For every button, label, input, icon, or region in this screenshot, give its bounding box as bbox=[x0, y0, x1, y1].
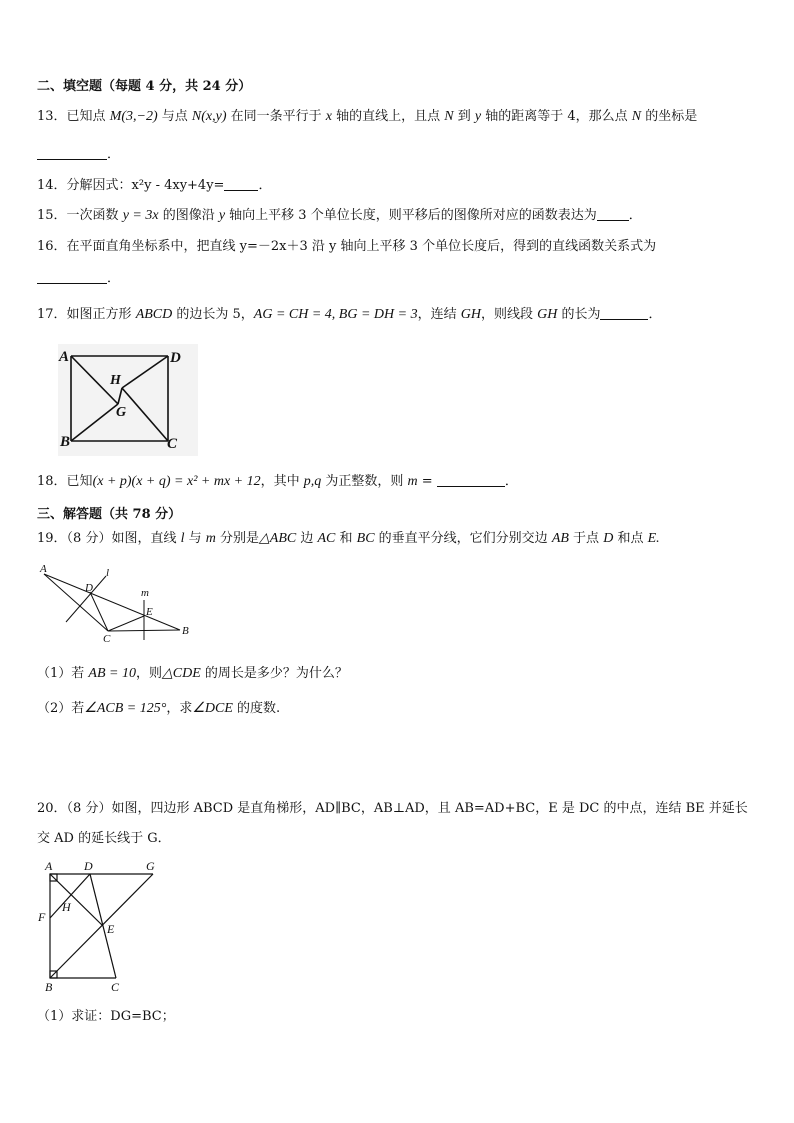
question-15 bbox=[37, 207, 642, 225]
math: l bbox=[180, 531, 185, 546]
text: 的周长是多少？为什么？ bbox=[200, 666, 348, 681]
math: (x,y) bbox=[201, 109, 227, 124]
math: AB bbox=[551, 531, 569, 546]
math: D bbox=[603, 531, 614, 546]
label-g: G bbox=[146, 859, 155, 873]
label-h: H bbox=[62, 900, 71, 914]
math: BC bbox=[356, 531, 375, 546]
segment-ac bbox=[44, 574, 108, 631]
text: ，其中 bbox=[260, 474, 304, 489]
figure-19-triangle bbox=[36, 560, 196, 652]
segment-ae bbox=[50, 874, 103, 926]
text: 为正整数，则 bbox=[321, 474, 408, 489]
math: N bbox=[191, 109, 202, 124]
math: m bbox=[205, 531, 216, 546]
math: y = 3x bbox=[122, 208, 159, 223]
text: 与点 bbox=[157, 109, 192, 124]
text: ，连结 bbox=[417, 307, 461, 322]
section-2-title: 二、填空题（每题 4 分，共 24 分） bbox=[37, 79, 252, 94]
question-13-answer-line bbox=[37, 146, 120, 164]
text: （1）求证：DG=BC； bbox=[37, 1009, 175, 1024]
label-g: G bbox=[116, 405, 127, 420]
question-17 bbox=[37, 306, 662, 324]
text: 轴向上平移 3 个单位长度，则平移后的图像所对应的函数表达为 bbox=[225, 208, 597, 223]
text: ． bbox=[504, 474, 518, 489]
math: (x + p)(x + q) = x² + mx + 12 bbox=[92, 474, 261, 489]
math: p,q bbox=[303, 474, 322, 489]
math: M bbox=[109, 109, 122, 124]
text: 于点 bbox=[568, 531, 604, 546]
question-number: 16． bbox=[37, 239, 67, 254]
math: GH bbox=[460, 307, 481, 322]
label-e: E bbox=[146, 606, 153, 618]
answer-blank[interactable] bbox=[224, 177, 258, 191]
math: △CDE bbox=[162, 666, 201, 681]
label-a: A bbox=[45, 859, 53, 873]
math: AC bbox=[317, 531, 336, 546]
text: ． bbox=[107, 147, 121, 162]
text: = bbox=[417, 474, 437, 489]
label-b: B bbox=[45, 980, 53, 994]
answer-blank[interactable] bbox=[597, 207, 629, 221]
text: ． bbox=[648, 307, 662, 322]
math: N bbox=[631, 109, 642, 124]
label-a: A bbox=[40, 563, 47, 575]
segment-dc bbox=[90, 592, 108, 631]
math: x bbox=[325, 109, 332, 124]
label-b: B bbox=[60, 434, 71, 450]
text: 在同一条平行于 bbox=[226, 109, 326, 124]
text: 若 bbox=[71, 701, 85, 716]
question-19-part-1 bbox=[37, 665, 348, 683]
math: (3,−2) bbox=[121, 109, 158, 124]
text: 边 bbox=[296, 531, 318, 546]
text: 如图，四边形 ABCD 是直角梯形，AD∥BC，AB⊥AD，且 AB=AD+BC，E 是 DC 的中点，连结 BE 并延长 bbox=[111, 801, 748, 816]
math: AG = CH = 4, BG = DH = 3 bbox=[253, 307, 418, 322]
question-16-answer-line bbox=[37, 270, 120, 288]
figure-20-trapezoid bbox=[36, 856, 166, 996]
label-l: l bbox=[106, 567, 110, 579]
text: ，则线段 bbox=[480, 307, 538, 322]
text: ． bbox=[107, 271, 121, 286]
label-a: A bbox=[59, 349, 70, 365]
answer-blank[interactable] bbox=[437, 473, 505, 487]
text: 轴的直线上，且点 bbox=[332, 109, 445, 124]
segment-ec bbox=[108, 616, 144, 631]
text: 分解因式：x²y - 4xy+4y= bbox=[66, 178, 225, 193]
part-number: （2） bbox=[37, 701, 72, 716]
text: 的长为 bbox=[557, 307, 601, 322]
answer-blank[interactable] bbox=[600, 306, 648, 320]
label-d: D bbox=[85, 582, 93, 594]
text: 交 AD 的延长线于 G． bbox=[37, 831, 171, 846]
text: 分别是 bbox=[215, 531, 260, 546]
part-number: （1） bbox=[37, 666, 72, 681]
text: 已知点 bbox=[66, 109, 110, 124]
label-d: D bbox=[170, 350, 181, 366]
math: y bbox=[474, 109, 482, 124]
text: 的边长为 5， bbox=[172, 307, 254, 322]
question-number: 15． bbox=[37, 208, 67, 223]
text: ，则 bbox=[135, 666, 162, 681]
math: GH bbox=[537, 307, 558, 322]
section-3-title: 三、解答题（共 78 分） bbox=[37, 507, 182, 522]
text: 若 bbox=[71, 666, 89, 681]
question-14 bbox=[37, 177, 271, 195]
text: 在平面直角坐标系中，把直线 y=－2x＋3 沿 y 轴向上平移 3 个单位长度后，得到的直线函数关系式为 bbox=[66, 239, 657, 254]
math: ∠ACB = 125° bbox=[84, 701, 167, 716]
text: ． bbox=[258, 178, 272, 193]
label-c: C bbox=[111, 980, 120, 994]
question-number: 19． bbox=[37, 531, 67, 546]
question-number: 13． bbox=[37, 109, 67, 124]
text: 到 bbox=[453, 109, 475, 124]
question-13 bbox=[37, 108, 697, 126]
question-20-part-1 bbox=[37, 1008, 175, 1026]
text: 如图，直线 bbox=[111, 531, 181, 546]
question-number: 17． bbox=[37, 307, 67, 322]
text: 已知 bbox=[66, 474, 93, 489]
math: E. bbox=[647, 531, 660, 546]
answer-blank[interactable] bbox=[37, 270, 107, 284]
label-h: H bbox=[110, 373, 121, 388]
label-b: B bbox=[182, 625, 189, 637]
score: （8 分） bbox=[66, 801, 112, 816]
math: ABCD bbox=[135, 307, 173, 322]
text: 和点 bbox=[613, 531, 648, 546]
question-19 bbox=[37, 530, 660, 548]
question-number: 20． bbox=[37, 801, 67, 816]
text: ，求 bbox=[166, 701, 193, 716]
label-d: D bbox=[84, 859, 93, 873]
question-18 bbox=[37, 473, 518, 491]
label-c: C bbox=[167, 436, 178, 452]
math: m bbox=[407, 474, 418, 489]
math: △ABC bbox=[259, 531, 297, 546]
text: 与 bbox=[184, 531, 206, 546]
math: AB = 10 bbox=[88, 666, 136, 681]
text: 的垂直平分线，它们分别交边 bbox=[374, 531, 552, 546]
question-20-line-2 bbox=[37, 830, 171, 848]
question-20 bbox=[37, 800, 748, 818]
text: ． bbox=[628, 208, 642, 223]
text: 的图像沿 bbox=[158, 208, 219, 223]
score: （8 分） bbox=[66, 531, 112, 546]
label-c: C bbox=[103, 633, 111, 645]
figure-17-square bbox=[58, 344, 198, 456]
text: 如图正方形 bbox=[66, 307, 136, 322]
text: 一次函数 bbox=[66, 208, 123, 223]
label-f: F bbox=[38, 910, 46, 924]
math: ∠DCE bbox=[192, 701, 233, 716]
question-number: 14． bbox=[37, 178, 67, 193]
answer-blank[interactable] bbox=[37, 146, 107, 160]
text: 轴的距离等于 4，那么点 bbox=[481, 109, 632, 124]
segment-ab bbox=[44, 574, 180, 630]
question-19-part-2 bbox=[37, 700, 280, 718]
question-16 bbox=[37, 238, 656, 256]
math: y bbox=[218, 208, 226, 223]
question-number: 18． bbox=[37, 474, 67, 489]
math: N bbox=[444, 109, 454, 124]
text: 和 bbox=[335, 531, 357, 546]
text: 的度数. bbox=[232, 701, 281, 716]
label-m: m bbox=[141, 587, 149, 599]
label-e: E bbox=[107, 922, 115, 936]
text: 的坐标是 bbox=[641, 109, 698, 124]
